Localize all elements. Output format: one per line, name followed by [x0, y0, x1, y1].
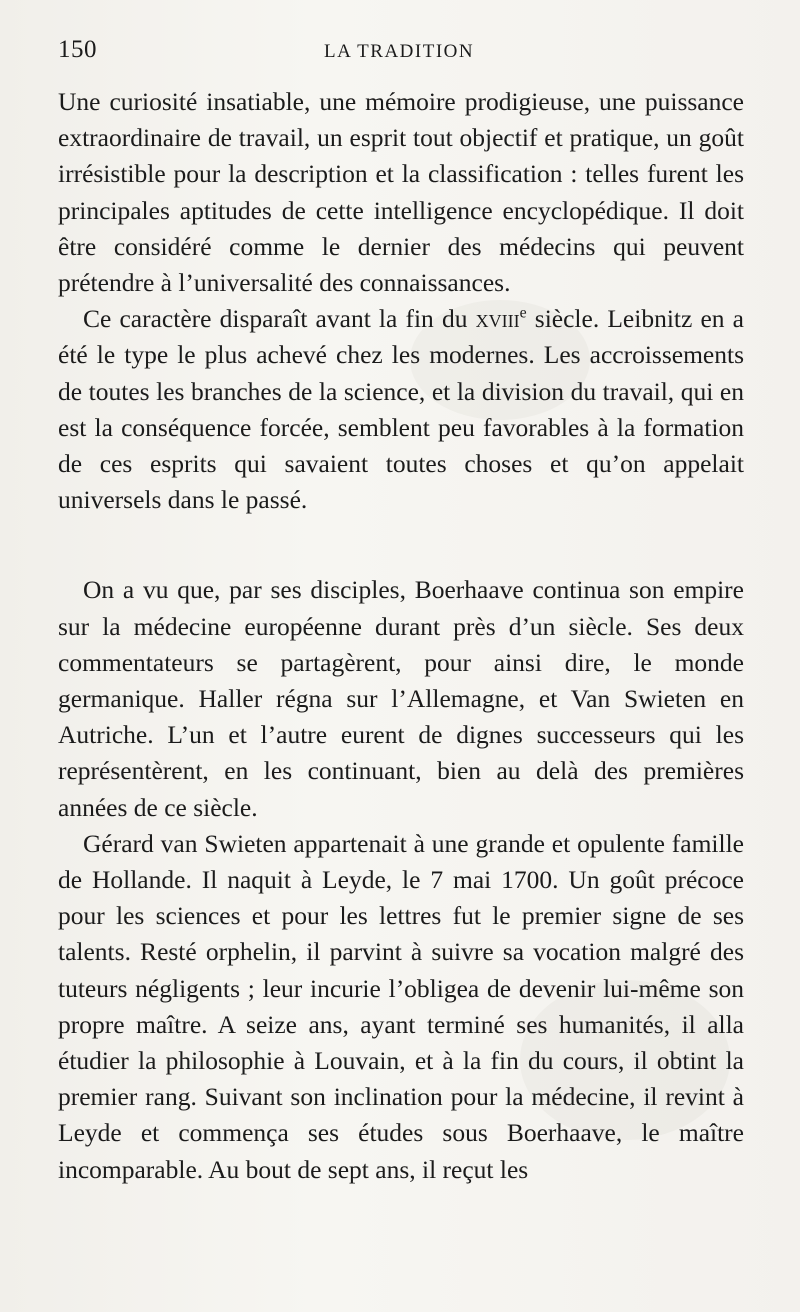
page-number: 150: [58, 36, 97, 63]
paragraph-universal-mind: Une curiosité insatiable, une mémoire prodigieuse, une puissance extraordinaire de travail, un esprit tout objectif et pratique, un goût irrésistible pour la description et la classification : telles furent les principales aptitudes de cette intelligence encyclopédique. Il doit être considéré comme le dernier des médecins qui peuvent prétendre à l’universalité des connaissances.: [58, 87, 744, 298]
paragraph-leibnitz-text-before: Ce caractère disparaît avant la fin du: [83, 304, 476, 334]
century-suffix: e: [519, 304, 527, 322]
page-body: [58, 84, 744, 1188]
paragraph-boerhaave-disciples: On a vu que, par ses disciples, Boerhaave continua son empire sur la médecine européenne durant près d’un siècle. Ses deux commentateurs se partagèrent, pour ainsi dire, le monde germanique. Haller régna sur l’Allemagne, et Van Swieten en Autriche. L’un et l’autre eurent de dignes successeurs qui les représentèrent, en les continuant, bien au delà des premières années de ce siècle.: [58, 575, 744, 822]
paragraph-leibnitz: [58, 301, 744, 518]
page-header: [58, 36, 744, 68]
paragraph-van-swieten: Gérard van Swieten appartenait à une grande et opulente famille de Hollande. Il naquit à Leyde, le 7 mai 1700. Un goût précoce pour les sciences et pour les lettres fut le premier signe de ses talents. Resté orphelin, il parvint à suivre sa vocation malgré des tuteurs négligents ; leur incurie l’obligea de devenir lui-même son propre maître. A seize ans, ayant terminé ses humanités, il alla étudier la philosophie à Louvain, et à la fin du cours, il obtint la premier rang. Suivant son inclination pour la médecine, il revint à Leyde et commença ses études sous Boerhaave, le maître incomparable. Au bout de sept ans, il reçut les: [58, 828, 744, 1184]
century-numeral: xviii: [475, 304, 520, 334]
running-title: LA TRADITION: [324, 41, 475, 62]
paragraph-leibnitz-text-after: siècle. Leibnitz en a été le type le plus achevé chez les modernes. Les accroissements de toutes les branches de la science, et la division du travail, qui en est la conséquence forcée, semblent peu favorables à la formation de ces esprits qui savaient toutes choses et qu’on appelait universels dans le passé.: [58, 304, 745, 515]
section-break: [58, 518, 744, 572]
